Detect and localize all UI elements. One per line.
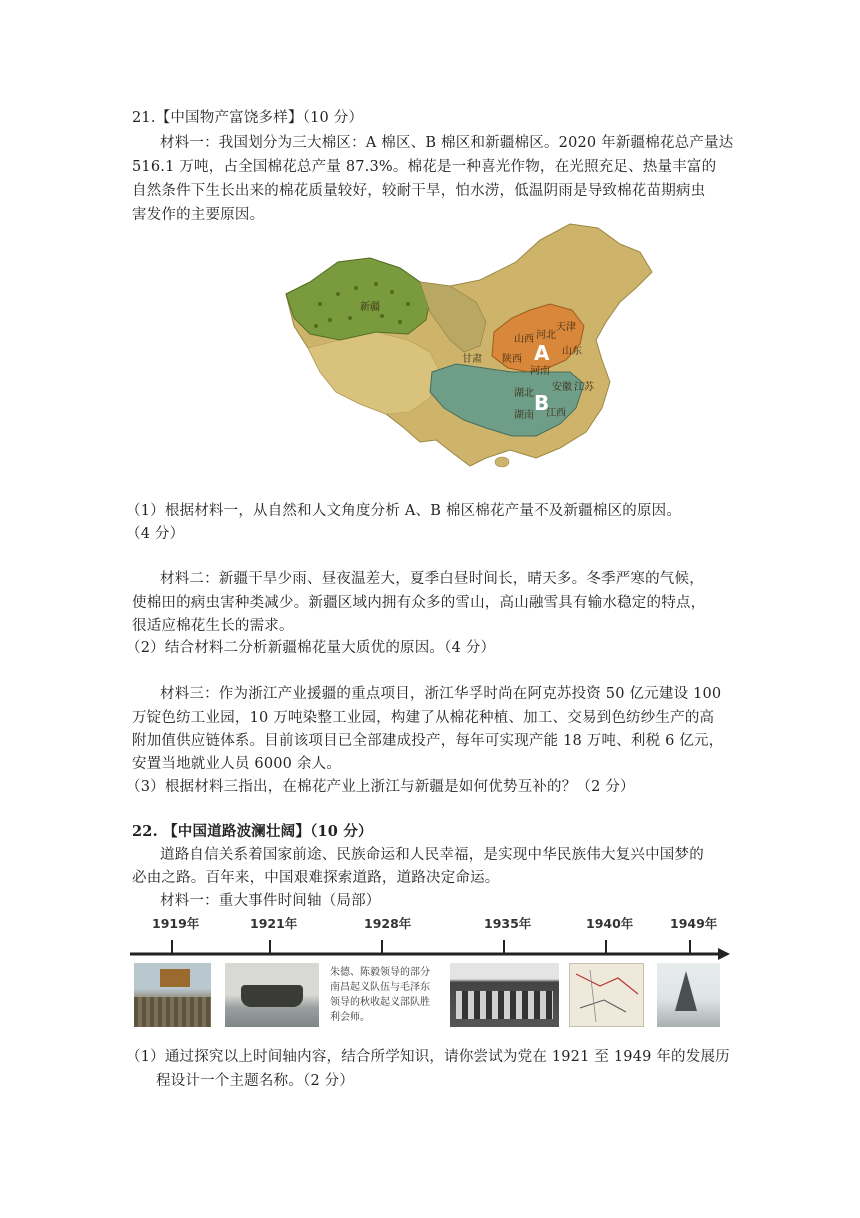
label-shanxi: 山西 [514,334,534,345]
q21-sub1-line2: （4 分） [126,526,185,542]
label-xinjiang: 新疆 [360,302,380,313]
year-1935: 1935年 [484,916,532,931]
gate-shape [160,969,190,987]
q21-material3-line3: 附加值供应链体系。目前该项目已全部建成投产，每年可实现产能 18 万吨、利税 6 亿元， [132,733,724,749]
label-shandong: 山东 [562,346,582,357]
q22-sub1-line2: 程设计一个主题名称。（2 分） [156,1073,355,1089]
q21-sub3: （3）根据材料三指出，在棉花产业上浙江与新疆是如何优势互补的？（2 分） [126,779,635,795]
q22-intro-line2: 必由之路。百年来，中国艰难探索道路，道路决定命运。 [132,870,500,886]
q21-material2-line2: 使棉田的病虫害种类减少。新疆区域内拥有众多的雪山，高山融雪具有输水稳定的特点， [132,595,706,611]
map-lines [570,964,644,1027]
label-jiangxi: 江西 [546,408,566,419]
timeline [128,910,732,966]
china-cotton-map [280,222,656,470]
photo-map-1940 [569,963,644,1027]
q21-material1-line3: 自然条件下生长出来的棉花质量较好，较耐干旱，怕水涝，低温阴雨是导致棉花苗期病虫 [132,183,706,199]
label-tianjin: 天津 [556,322,576,333]
year-1919: 1919年 [152,916,200,931]
photo-crossing-river [657,963,720,1027]
label-jiangsu: 江苏 [574,382,594,393]
q22-title: 22. 【中国道路波澜壮阔】（10 分） [132,823,373,840]
q21-material3-line4: 安置当地就业人员 6000 余人。 [132,756,342,772]
zone-a-label: A [534,341,550,365]
q21-material2-line1: 材料二：新疆干旱少雨、昼夜温差大，夏季白昼时间长，晴天多。冬季严寒的气候， [160,571,704,587]
label-gansu: 甘肃 [462,354,482,365]
q22-sub1-line1: （1）通过探究以上时间轴内容，结合所学知识，请你尝试为党在 1921 至 1949 年的发展历 [126,1049,730,1065]
xinjiang-region [286,258,430,340]
q21-sub2: （2）结合材料二分析新疆棉花量大质优的原因。（4 分） [126,640,496,656]
q22-material1: 材料一：重大事件时间轴（局部） [160,893,381,909]
year-1949: 1949年 [670,916,718,931]
label-hubei: 湖北 [514,388,534,399]
q21-sub1-line1: （1）根据材料一，从自然和人文角度分析 A、B 棉区棉花产量不及新疆棉区的原因。 [126,503,682,519]
photo-may-fourth [134,963,211,1027]
q21-material1-line2: 516.1 万吨，占全国棉花总产量 87.3%。棉花是一种喜光作物，在光照充足、热量丰富的 [132,159,717,175]
caption-1928: 朱德、陈毅领导的部分南昌起义队伍与毛泽东领导的秋收起义部队胜利会师。 [330,967,430,1023]
label-hebei: 河北 [536,330,556,341]
q21-material1-line4: 害发作的主要原因。 [132,207,265,223]
label-anhui: 安徽 [552,382,572,393]
label-hunan: 湖南 [514,410,534,421]
label-henan: 河南 [530,366,550,377]
q21-material3-line1: 材料三：作为浙江产业援疆的重点项目，浙江华孚时尚在阿克苏投资 50 亿元建设 100 [160,686,722,702]
photo-zunyi [450,963,559,1027]
year-1921: 1921年 [250,916,298,931]
windows-shape [456,991,553,1019]
sail-shape [675,971,697,1011]
boat-shape [241,985,303,1007]
q21-material1-line1: 材料一：我国划分为三大棉区：A 棉区、B 棉区和新疆棉区。2020 年新疆棉花总产量达 [160,135,734,151]
q22-intro-line1: 道路自信关系着国家前途、民族命运和人民幸福，是实现中华民族伟大复兴中国梦的 [160,847,704,863]
year-1928: 1928年 [364,916,412,931]
timeline-arrow [718,948,730,960]
photo-red-boat [225,963,319,1027]
hainan-island [495,457,509,467]
label-shaanxi: 陕西 [502,354,522,365]
year-1940: 1940年 [586,916,634,931]
q21-title: 21.【中国物产富饶多样】（10 分） [132,110,364,126]
timeline-ticks [172,940,690,954]
q21-material2-line3: 很适应棉花生长的需求。 [132,618,294,634]
zone-b-label: B [534,391,550,415]
q21-material3-line2: 万锭色纺工业园，10 万吨染整工业园，构建了从棉花种植、加工、交易到色纺纱生产的高 [132,710,715,726]
crowd-shape [134,997,211,1027]
